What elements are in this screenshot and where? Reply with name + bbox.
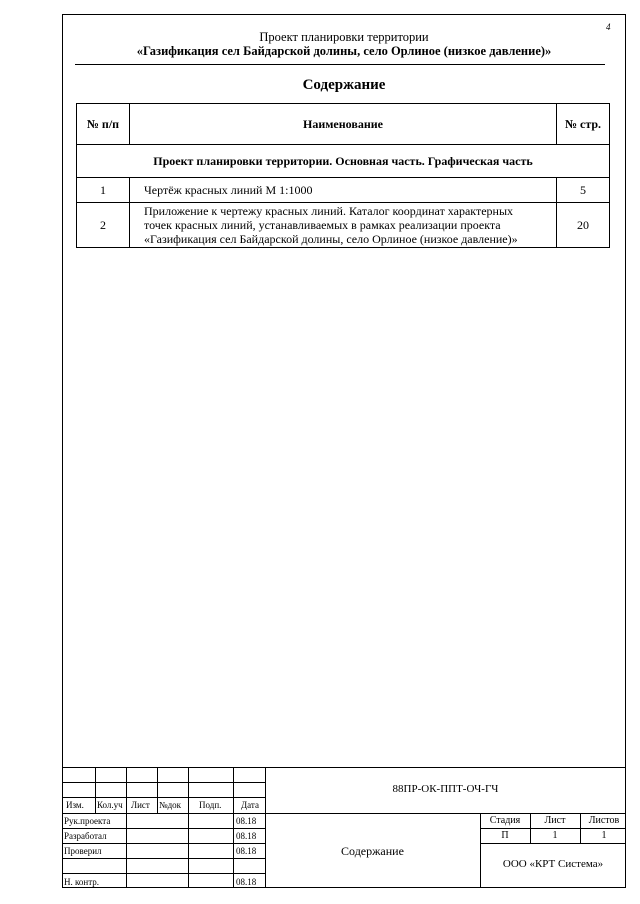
toc-table — [76, 103, 610, 248]
tb-rule — [62, 873, 265, 874]
tb-rule — [480, 813, 481, 888]
row-title-line: точек красных линий, устанавливаемых в рамках реализации проекта — [144, 218, 501, 232]
tb-rule — [580, 813, 581, 843]
page-number: 4 — [606, 22, 611, 32]
tb-rule — [62, 858, 265, 859]
document-code: 88ПР-ОК-ППТ-ОЧ-ГЧ — [392, 783, 499, 795]
sheet-value: 1 — [552, 830, 558, 841]
table-row — [77, 178, 610, 203]
tb-role: Разработал — [64, 831, 107, 841]
tb-rule — [530, 813, 531, 843]
sheets-label: Листов — [588, 815, 620, 826]
row-title-line: Приложение к чертежу красных линий. Каталог координат характерных — [144, 204, 514, 218]
tb-label-izm: Изм. — [66, 800, 84, 810]
stage-label: Стадия — [489, 815, 521, 826]
tb-rule — [126, 813, 127, 888]
tb-role: Проверил — [64, 846, 102, 856]
column-header-num: № п/п — [77, 104, 130, 145]
row-num: 2 — [77, 203, 130, 248]
tb-rule — [480, 828, 626, 829]
header-project-type: Проект планировки территории — [259, 30, 429, 44]
toc-header-row — [77, 104, 610, 145]
tb-rule — [62, 797, 265, 798]
tb-rule — [62, 843, 265, 844]
tb-rule — [62, 813, 626, 814]
tb-label-podp: Подп. — [199, 800, 222, 810]
sheets-value: 1 — [601, 830, 607, 841]
tb-label-date: Дата — [241, 800, 259, 810]
tb-rule — [62, 782, 265, 783]
toc-heading: Содержание — [302, 77, 386, 93]
section-title: Проект планировки территории. Основная часть. Графическая часть — [77, 145, 610, 178]
column-header-name: Наименование — [130, 104, 557, 145]
row-title: Чертёж красных линий М 1:1000 — [130, 178, 557, 203]
tb-rule — [233, 767, 234, 888]
toc-section-row — [77, 145, 610, 178]
tb-role: Н. контр. — [64, 877, 100, 887]
row-title-line: «Газификация сел Байдарской долины, село Орлиное (низкое давление)» — [144, 232, 518, 246]
tb-rule — [188, 767, 189, 888]
tb-date: 08.18 — [236, 877, 257, 887]
tb-label-ndok: №док — [159, 800, 182, 810]
stage-value: П — [501, 830, 509, 841]
row-page: 20 — [557, 203, 610, 248]
tb-rule — [480, 843, 626, 844]
column-header-page: № стр. — [557, 104, 610, 145]
tb-rule — [95, 767, 96, 813]
tb-rule — [62, 767, 626, 768]
header-project-name: «Газификация сел Байдарской долины, село Орлиное (низкое давление)» — [136, 44, 552, 58]
table-row — [77, 203, 610, 248]
title-block — [62, 767, 626, 888]
company-name: ООО «КРТ Система» — [502, 858, 604, 870]
tb-rule — [157, 767, 158, 813]
tb-rule — [62, 828, 265, 829]
tb-date: 08.18 — [236, 831, 257, 841]
tb-label-list: Лист — [131, 800, 150, 810]
header-rule — [75, 64, 605, 65]
row-num: 1 — [77, 178, 130, 203]
tb-date: 08.18 — [236, 846, 257, 856]
tb-role: Рук.проекта — [64, 816, 111, 826]
document-name: Содержание — [341, 844, 404, 858]
sheet-label: Лист — [544, 815, 566, 826]
tb-date: 08.18 — [236, 816, 257, 826]
tb-label-kol: Кол.уч — [97, 800, 123, 810]
row-page: 5 — [557, 178, 610, 203]
tb-rule — [126, 767, 127, 813]
row-title — [130, 203, 557, 248]
